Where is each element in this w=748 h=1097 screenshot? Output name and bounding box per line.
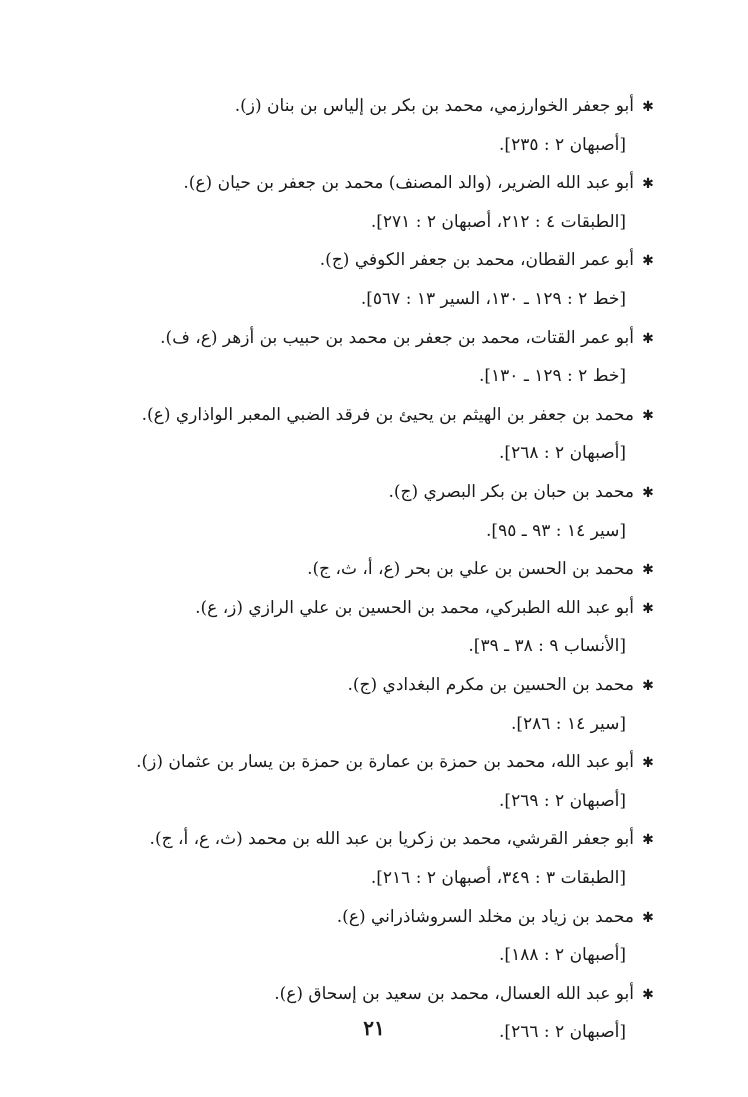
entry-text: محمد بن الحسن بن علي بن بحر (ع، أ، ث، ج).	[307, 559, 634, 579]
asterisk-bullet-icon: ✱	[642, 253, 654, 269]
entry-text: محمد بن زياد بن مخلد السروشاذراني (ع).	[336, 907, 634, 927]
reference-text: [الطبقات ٤ : ٢١٢، أصبهان ٢ : ٢٧١].	[370, 212, 626, 232]
asterisk-bullet-icon: ✱	[642, 678, 654, 694]
reference-line	[468, 634, 626, 658]
entry-line	[235, 94, 656, 118]
reference-text: [الأنساب ٩ : ٣٨ ـ ٣٩].	[468, 636, 626, 656]
entry-line	[195, 596, 656, 620]
reference-line	[361, 287, 626, 311]
entry-text: أبو عبد الله الضرير، (والد المصنف) محمد بن جعفر بن حيان (ع).	[183, 173, 634, 193]
reference-line	[499, 789, 626, 813]
entry-text: أبو عبد الله، محمد بن حمزة بن عمارة بن حمزة بن يسار بن عثمان (ز).	[136, 752, 634, 772]
reference-text: [سير ١٤ : ٩٣ ـ ٩٥].	[486, 521, 626, 541]
asterisk-bullet-icon: ✱	[642, 832, 654, 848]
entry-line	[160, 326, 656, 350]
asterisk-bullet-icon: ✱	[642, 99, 654, 115]
entry-text: أبو جعفر الخوارزمي، محمد بن بكر بن إلياس بن بنان (ز).	[234, 96, 634, 116]
asterisk-bullet-icon: ✱	[642, 987, 654, 1003]
asterisk-bullet-icon: ✱	[642, 485, 654, 501]
entry-line	[274, 982, 656, 1006]
entry-text: أبو جعفر القرشي، محمد بن زكريا بن عبد الله بن محمد (ث، ع، أ، ج).	[149, 829, 634, 849]
entry-text: محمد بن الحسين بن مكرم البغدادي (ج).	[347, 675, 634, 695]
entry-line	[136, 750, 656, 774]
reference-text: [أصبهان ٢ : ٢٦٨].	[499, 443, 626, 463]
asterisk-bullet-icon: ✱	[642, 331, 654, 347]
reference-line	[499, 441, 626, 465]
entry-line	[183, 171, 656, 195]
reference-text: [خط ٢ : ١٢٩ ـ ١٣٠].	[478, 366, 626, 386]
entry-line	[347, 673, 656, 697]
reference-line	[371, 210, 626, 234]
reference-text: [أصبهان ٢ : ٢٦٦].	[499, 1022, 626, 1042]
entry-line	[388, 480, 656, 504]
asterisk-bullet-icon: ✱	[642, 562, 654, 578]
reference-text: [أصبهان ٢ : ١٨٨].	[499, 945, 626, 965]
entry-text: محمد بن جعفر بن الهيثم بن يحيئ بن فرقد الضبي المعبر الواذاري (ع).	[141, 405, 634, 425]
entry-text: أبو عمر القتات، محمد بن جعفر بن محمد بن حبيب بن أزهر (ع، ف).	[160, 328, 634, 348]
asterisk-bullet-icon: ✱	[642, 755, 654, 771]
page-number: ٢١	[363, 1016, 385, 1040]
reference-line	[479, 364, 626, 388]
entry-text: أبو عبد الله الطبركي، محمد بن الحسين بن علي الرازي (ز، ع).	[195, 598, 634, 618]
entry-text: أبو عمر القطان، محمد بن جعفر الكوفي (ج).	[319, 250, 634, 270]
reference-line	[511, 712, 626, 736]
asterisk-bullet-icon: ✱	[642, 408, 654, 424]
entry-text: محمد بن حبان بن بكر البصري (ج).	[388, 482, 634, 502]
asterisk-bullet-icon: ✱	[642, 910, 654, 926]
reference-text: [أصبهان ٢ : ٢٣٥].	[499, 135, 626, 155]
reference-line	[499, 943, 626, 967]
reference-text: [أصبهان ٢ : ٢٦٩].	[499, 791, 626, 811]
asterisk-bullet-icon: ✱	[642, 176, 654, 192]
reference-line	[371, 866, 626, 890]
entry-line	[337, 905, 656, 929]
entry-line	[320, 248, 656, 272]
reference-text: [سير ١٤ : ٢٨٦].	[510, 714, 626, 734]
reference-text: [الطبقات ٣ : ٣٤٩، أصبهان ٢ : ٢١٦].	[370, 868, 626, 888]
asterisk-bullet-icon: ✱	[642, 601, 654, 617]
entry-text: أبو عبد الله العسال، محمد بن سعيد بن إسحاق (ع).	[274, 984, 634, 1004]
reference-text: [خط ٢ : ١٢٩ ـ ١٣٠، السير ١٣ : ٥٦٧].	[360, 289, 626, 309]
entry-line	[150, 827, 656, 851]
reference-line	[486, 519, 626, 543]
entry-line	[142, 403, 656, 427]
entry-line	[307, 557, 656, 581]
reference-line	[499, 133, 626, 157]
